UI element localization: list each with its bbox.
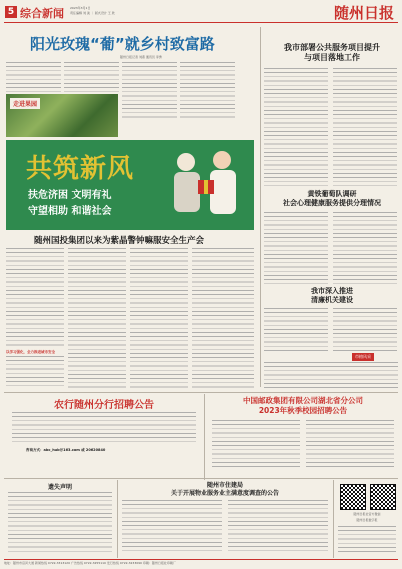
main-subhead: 以学习强化，全力推进城市安全 [6, 350, 55, 354]
bottom-right-box [336, 482, 398, 556]
qr-code-2 [370, 484, 396, 510]
gift-ribbon [204, 180, 208, 194]
right-top-headline-2: 与项目落地工作 [304, 53, 360, 62]
elder-body [174, 172, 200, 212]
lead-headline: 阳光玫瑰“葡”就乡村致富路 [30, 35, 215, 53]
bottom-mid-title-2: 关于开展物业服务业主满意度调查的公告 [170, 490, 279, 497]
main-col3 [130, 248, 188, 388]
editor-line: 责任编辑 刘 美 ｜ 版式设计 王 欣 [70, 11, 115, 15]
qr-code-1 [340, 484, 366, 510]
lead-photo [6, 94, 118, 137]
right-box-tag: 市榕风采 [352, 353, 374, 361]
bottom-divider-1 [117, 480, 118, 558]
qr-caption-2: 随州日报数字报 [356, 518, 378, 522]
right-top-headline-1: 我市部署公共服务项目提升 [284, 43, 380, 52]
section-title: 综合新闻 [20, 7, 64, 20]
ad-right-title-1: 中国邮政集团有限公司湖北省分公司 [243, 396, 363, 405]
right-mid-headline-2: 社会心理健康服务提供分理情况 [283, 199, 381, 207]
bottom-divider-2 [333, 480, 334, 558]
right-top-col1 [264, 68, 328, 186]
lead-text-col2 [64, 62, 119, 92]
col-divider-main [260, 27, 261, 387]
footer-rule [4, 559, 398, 560]
elder-head [177, 153, 195, 171]
date-line: 2023年3月1日 [70, 6, 91, 10]
youth-head [213, 151, 231, 169]
page-header [0, 0, 402, 24]
main-col1 [6, 248, 64, 348]
lead-text-col4 [180, 62, 235, 120]
right-mid-col2 [333, 212, 397, 284]
right-low-col2 [333, 308, 397, 352]
masthead: 随州日报 [333, 4, 394, 22]
poster-slogan-2: 守望相助 和谐社会 [28, 206, 112, 217]
right-box-text [264, 362, 398, 390]
main-headline: 随州国投集团以来为紫晶警钟嘛服安全生产会 [34, 236, 205, 246]
bottom-left-title: 遗失声明 [47, 484, 72, 491]
bottom-mid-title-1: 随州市住建局 [206, 482, 243, 489]
photo-caption-red: 走进果园 [13, 101, 38, 108]
ad-left-title: 农行随州分行招聘公告 [54, 400, 154, 411]
ad-left-body [12, 412, 196, 444]
right-top-col2 [333, 68, 397, 186]
ad-right-body-1 [212, 420, 300, 470]
header-rule [4, 22, 398, 23]
right-low-headline-1: 我市深入推进 [311, 287, 353, 295]
lead-text-col3 [122, 62, 177, 120]
page-number: 5 [5, 6, 17, 18]
photo-caption-badge [10, 98, 40, 109]
bottom-left-box [6, 482, 114, 556]
ad-right [208, 396, 398, 476]
ad-left [6, 396, 202, 476]
lead-text-col1 [6, 62, 61, 92]
ads-divider [204, 394, 205, 480]
footer-text: 地址：随州市沿河大道 新闻热线 0722-3313120 广告热线 0722-3255110 发行热线 0722-3233090 印刷：随州日报社印刷厂 [4, 561, 176, 565]
right-mid-headline [264, 190, 400, 208]
main-col1b [6, 356, 64, 388]
bottom-top-rule [4, 478, 398, 479]
bottom-mid-body-2 [228, 500, 328, 552]
poster [6, 140, 254, 230]
ad-right-body-2 [306, 420, 394, 470]
ads-top-rule [4, 392, 398, 393]
right-mid-headline-1: 黄铁葡萄队调研 [307, 190, 357, 198]
ad-right-title [208, 396, 398, 416]
right-top-headline [264, 43, 400, 63]
poster-title: 共筑新风 [26, 154, 135, 184]
bottom-mid-box [120, 482, 330, 556]
right-low-headline [264, 287, 400, 305]
bottom-mid-body-1 [122, 500, 222, 552]
poster-slogan-1: 扶危济困 文明有礼 [28, 190, 112, 201]
bottom-mid-title [120, 482, 330, 498]
bottom-right-body [338, 526, 396, 552]
main-col4 [192, 248, 254, 388]
lead-byline: 随州日报记者 刘燕 通讯员 李勇 [120, 55, 162, 59]
bottom-left-body [8, 492, 112, 552]
poster-illustration [156, 144, 252, 230]
qr-caption-1: 随州日报社官方微信 [353, 512, 381, 516]
ad-right-title-2: 2023年秋季校园招聘公告 [258, 406, 348, 415]
ad-left-footer: 咨询方式：abc_hub@163.com 或 20620840 [26, 448, 106, 452]
right-low-headline-2: 清廉机关建设 [311, 296, 353, 304]
right-mid-col1 [264, 212, 328, 284]
main-col2 [68, 248, 126, 388]
right-low-col1 [264, 308, 328, 352]
